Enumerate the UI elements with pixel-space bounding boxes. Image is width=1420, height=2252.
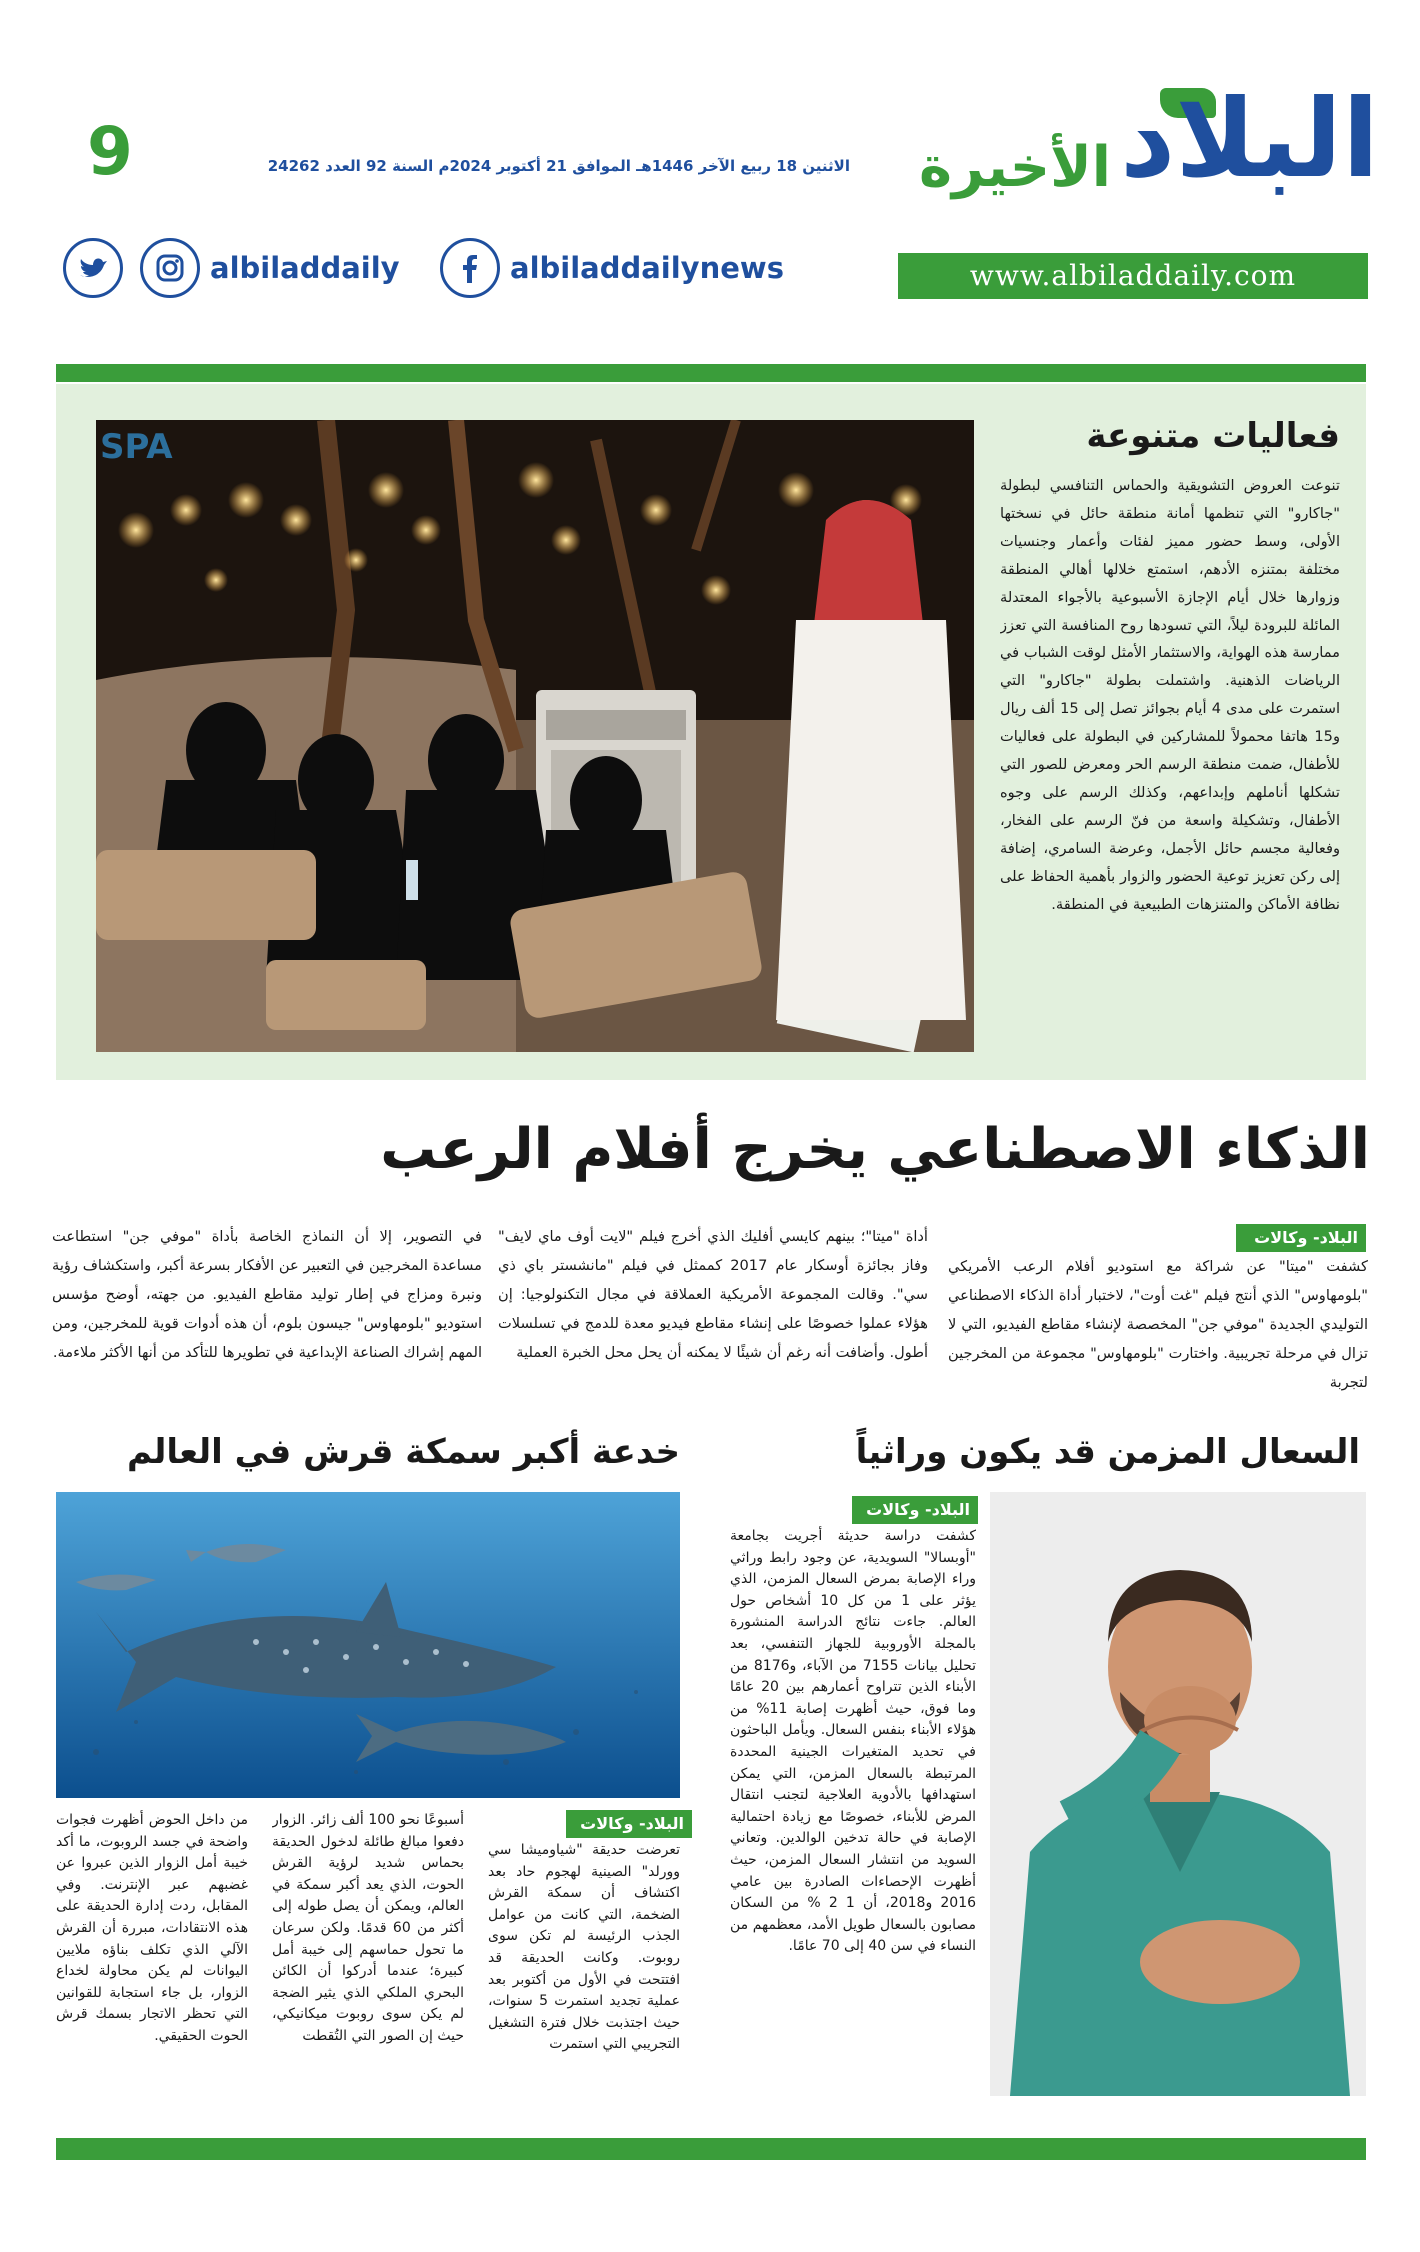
twitter-icon[interactable]	[63, 238, 123, 298]
shark-story-column-3: من داخل الحوض أظهرت فجوات واضحة في جسد الروبوت، ما أكد خيبة أمل الزوار الذين عبروا عن غضبهم عبر الإنترنت. وفي المقابل، ردت إدارة الحديقة على هذه الانتقادات، مبررة أن القرش الآلي الذي تكلف بناؤه ملايين اليوانات لم يكن محاولة لخداع الزوار، بل جاء استجابة للقوانين التي تحظر الاتجار بسمك قرش الحوت الحقيقي.	[56, 1812, 248, 2044]
facebook-handle[interactable]: albiladdailynews	[510, 251, 784, 285]
newspaper-logo[interactable]: البلاد	[1120, 77, 1380, 202]
page-number: 9	[87, 113, 133, 190]
ai-story-column-3: في التصوير، إلا أن النماذج الخاصة بأداة "موفي جن" استطاعت مساعدة المخرجين في التعبير عن الأفكار بسرعة أكبر، واستكشاف رؤية ونبرة ومزاج في إطار توليد مقاطع الفيديو. من جهته، أوضح مؤسس استوديو "بلومهاوس" جيسون بلوم، أن هذه أدوات قوية للمخرجين، ومن المهم إشراك الصناعة الإبداعية في تطويرها للتأكد من أنها الأكثر ملاءمة.	[52, 1228, 482, 1361]
ai-story-headline: الذكاء الاصطناعي يخرج أفلام الرعب	[380, 1117, 1370, 1182]
ai-story-column-1: كشفت "ميتا" عن شراكة مع استوديو أفلام الرعب الأمريكي "بلومهاوس" الذي أنتج فيلم "غت أوت"، لاختبار أداة الذكاء الاصطناعي التوليدي الجديدة "موفي جن" المخصصة لإنشاء مقاطع الفيديو، التي لا تزال في مرحلة تجريبية. واختارت "بلومهاوس" مجموعة من المخرجين لتجربة	[948, 1258, 1368, 1391]
website-url[interactable]: www.albiladdaily.com	[898, 253, 1368, 299]
events-photo	[96, 420, 974, 1052]
shark-story-column-1: تعرضت حديقة "شياوميشا سي وورلد" الصينية لهجوم حاد بعد اكتشاف أن سمكة القرش الضخمة، التي كانت من عوامل الجذب الرئيسة لم تكن سوى روبوت. وكانت الحديقة قد افتتحت في الأول من أكتوبر بعد عملية تجديد استمرت 5 سنوات، حيث اجتذبت خلال فترة التشغيل التجريبي التي استمرت	[488, 1842, 680, 2053]
events-body: تنوعت العروض التشويقية والحماس التنافسي لبطولة "جاكارو" التي تنظمها أمانة منطقة حائل في نسختها الأولى، وسط حضور مميز لفئات وأعمار وجنسيات مختلفة بمتنزه الأدهم، استمتع خلالها أهالي المنطقة وزوارها خلال أيام الإجازة الأسبوعية بالأجواء المعتدلة المائلة للبرودة ليلاً، التي تسودها روح المنافسة التي تعزز ممارسة هذه الهواية، والاستثمار الأمثل لوقت الشباب في الرياضات الذهنية. واشتملت بطولة "جاكارو" التي استمرت على مدى 4 أيام بجوائز تصل إلى 15 ألف ريال و15 هاتفا محمولاً للمشاركين في البطولة على فعاليات للأطفال، ضمت منطقة الرسم الحر ومعرض للصور التي تشكلها أناملهم وإبداعهم، وكذلك الرسم على وجوه الأطفال، وتشكيلة واسعة من فنّ الرسم على الفخار، وفعالية مجسم حائل الأجمل، وعرضة السامري، إضافة إلى ركن تعزيز توعية الحضور والزوار بأهمية الحفاظ على نظافة الأماكن والمتنزهات الطبيعية في المنطقة.	[1000, 477, 1340, 913]
spa-watermark: SPA	[100, 427, 173, 467]
cough-story-byline: البلاد- وكالات	[852, 1496, 978, 1524]
bottom-green-rule	[56, 2138, 1366, 2160]
coughing-man-photo	[990, 1492, 1366, 2096]
ai-story-byline: البلاد- وكالات	[1236, 1224, 1366, 1252]
whale-shark-photo	[56, 1492, 680, 1798]
shark-story-column-2: أسبوعًا نحو 100 ألف زائر. الزوار دفعوا مبالغ طائلة لدخول الحديقة بحماس شديد لرؤية القرش الحوت، الذي يعد أكبر سمكة في العالم، ويمكن أن يصل طوله إلى أكثر من 60 قدمًا. ولكن سرعان ما تحول حماسهم إلى خيبة أمل كبيرة؛ عندما أدركوا أن الكائن البحري الملكي الذي يثير الضجة لم يكن سوى روبوت ميكانيكي، حيث إن الصور التي التُقطت	[272, 1812, 464, 2044]
issue-date-line: الاثنين 18 ربيع الآخر 1446هـ الموافق 21 أكتوبر 2024م السنة 92 العدد 24262	[267, 157, 850, 175]
events-title: فعاليات متنوعة	[1086, 416, 1340, 456]
top-green-rule	[56, 364, 1366, 382]
ai-story-column-2: أداة "ميتا"؛ بينهم كايسي أفليك الذي أخرج فيلم "لايت أوف ماي لايف" وفاز بجائزة أوسكار عام 2017 كممثل في فيلم "مانشستر باي ذي سي". وقالت المجموعة الأمريكية العملاقة في مجال التكنولوجيا: إن هؤلاء عملوا خصوصًا على إنشاء مقاطع فيديو معدة للدمج في تسلسلات أطول. وأضافت أنه رغم أن شيئًا لا يمكنه أن يحل محل الخبرة العملية	[498, 1228, 928, 1361]
logo-subtitle: الأخيرة	[918, 135, 1111, 200]
shark-story-byline: البلاد- وكالات	[566, 1810, 692, 1838]
instagram-icon[interactable]	[140, 238, 200, 298]
social-handle[interactable]: albiladdaily	[210, 251, 400, 285]
shark-story-headline: خدعة أكبر سمكة قرش في العالم	[126, 1432, 680, 1472]
cough-story-body: كشفت دراسة حديثة أجريت بجامعة "أوبسالا" السويدية، عن وجود رابط وراثي وراء الإصابة بمرض السعال المزمن، الذي يؤثر على 1 من كل 10 أشخاص حول العالم. جاءت نتائج الدراسة المنشورة بالمجلة الأوروبية للجهاز التنفسي، بعد تحليل بيانات 7155 من الآباء، و8176 من الأبناء الذين تتراوح أعمارهم بين 20 عامًا وما فوق، حيث أظهرت إصابة 11% من هؤلاء الأبناء بنفس السعال. ويأمل الباحثون في تحديد المتغيرات الجينية المحددة المرتبطة بالسعال المزمن، التي يمكن استهدافها بالأدوية العلاجية لتجنب انتقال المرض للأبناء، خصوصًا مع زيادة احتمالية الإصابة في حالة تدخين الوالدين. وتعاني السويد من انتشار السعال المزمن، حيث أظهرت الإحصاءات الصادرة بين عامي 2016 و2018، أن 1 2 % من السكان مصابون بالسعال طويل الأمد، معظمهم من النساء في سن 40 إلى 70 عامًا.	[730, 1528, 976, 1955]
cough-story-headline: السعال المزمن قد يكون وراثياً	[855, 1432, 1360, 1472]
facebook-icon[interactable]	[440, 238, 500, 298]
